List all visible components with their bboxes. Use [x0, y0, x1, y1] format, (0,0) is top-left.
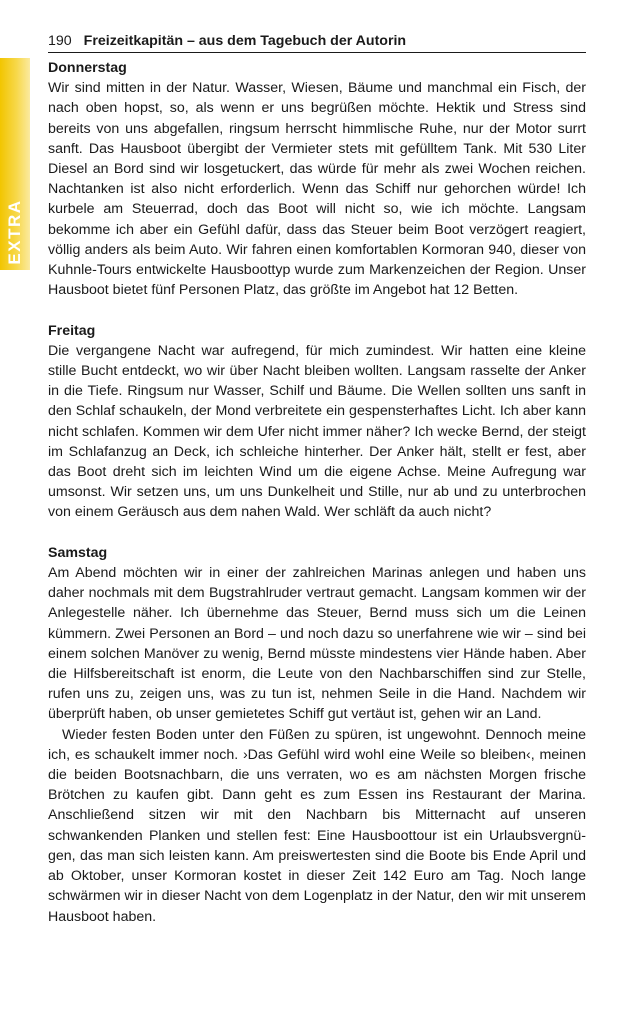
section-samstag	[48, 543, 586, 927]
section-heading: Donnerstag	[48, 60, 127, 76]
paragraph: Wieder festen Boden unter den Füßen zu spüren, ist ungewohnt. Dennoch meine ich, es schaukelt immer noch. ›Das Gefühl wird wohl eine Weile so bleiben‹, meinen die beiden Bootsnachbarn, die uns verraten, wo es am nächsten Morgen frische Brötchen zu kaufen gibt. Dann geht es zum Essen ins Restaurant der Marina. Anschließend sitzen wir mit den Nachbarn bis Mitternacht auf unseren schwankenden Planken und stellen fest: Eine Hausboottour ist ein Urlaubsvergnügen, das man sich leisten kann. Am preiswertesten sind die Boote bis Ende April und ab Oktober, unser Kormoran kostet in dieser Zeit 142 Euro am Tag. Noch lange schwärmen wir in dieser Nacht von dem Logenplatz in der Natur, den wir mit unserem Hausboot haben.	[48, 726, 586, 925]
section-heading: Samstag	[48, 544, 108, 561]
page-body	[48, 58, 586, 947]
section-heading: Freitag	[48, 322, 96, 339]
running-header	[48, 31, 586, 51]
running-title: Freizeitkapitän – aus dem Tagebuch der Autorin	[83, 33, 407, 49]
extra-tab-label: EXTRA	[5, 199, 24, 265]
paragraph: Wir sind mitten in der Natur. Wasser, Wiesen, Bäume und manchmal ein Fisch, der nach oben hopst, so, als wenn er uns begrüßen möchte. Hektik und Stress sind bereits von uns abgefallen, ringsum herrscht himmlische Ruhe, nur der Motor surrt sanft. Das Hausboot übergibt der Vermieter stets mit gefülltem Tank. Mit 530 Liter Diesel an Bord sind wir losgetuckert, das würde für mehr als zwei Wochen reichen. Nachtanken ist also nicht erforderlich. Wenn das Schiff nur gehorchen würde! Ich kurbele am Steuerrad, doch das Boot will nicht so, wie ich möchte. Langsam bekomme ich aber ein Gefühl dafür, dass das Steuer beim Boot verzögert reagiert, völlig anders als beim Auto. Wir fahren einen komfortablen Kormoran 940, dieser von Kuhnle-Tours entwickelte Hausboottyp wurde zum Markenzeichen der Region. Unser Hausboot bietet fünf Personen Platz, das größte im Angebot hat 12 Betten.	[48, 80, 586, 299]
page-number: 190	[48, 33, 72, 49]
paragraph: Am Abend möchten wir in einer der zahlreichen Marinas anlegen und haben uns daher nochmals mit dem Bugstrahlruder vertraut gemacht. Langsam kommen wir der Anlegestelle näher. Ich übernehme das Steuer, Bernd muss sich um die Leinen kümmern. Zwei Personen an Bord – und noch dazu so unerfahrene wie wir – sind bei einem solchen Manöver zu wenig, Bernd müsste mindestens vier Hände haben. Aber die Hilfsbereitschaft ist enorm, die Leute von den Nachbarschiffen sind zur Stelle, rufen uns zu, zeigen uns, was zu tun ist, nehmen Seile in die Hand. Nachdem wir überprüft haben, ob unser gemietetes Schiff gut vertäut ist, gehen wir an Land.	[48, 565, 586, 723]
header-rule	[48, 52, 586, 53]
paragraph: Die vergangene Nacht war aufregend, für mich zumindest. Wir hatten eine kleine stille Bucht entdeckt, wo wir über Nacht bleiben wollten. Langsam rasselte der Anker in die Tiefe. Ringsum nur Wasser, Schilf und Bäume. Die Wellen sollten uns sanft in den Schlaf schaukeln, der Mond verbreitete ein gespensterhaftes Licht. Ich aber kann nicht schlafen. Kommen wir dem Ufer nicht immer näher? Ich wecke Bernd, der steigt im Schlafanzug an Deck, ich schleiche hinterher. Der Anker hält, stellt er fest, aber das Boot dreht sich im leichten Wind um die eigene Achse. Meine Aufregung war umsonst. Wir setzen uns, um uns Dunkelheit und Stille, nur ab und zu unterbrochen von einem Geräusch aus dem nahen Wald. Wer schläft da auch nicht?	[48, 342, 586, 521]
section-freitag	[48, 321, 586, 523]
section-donnerstag	[48, 58, 586, 300]
